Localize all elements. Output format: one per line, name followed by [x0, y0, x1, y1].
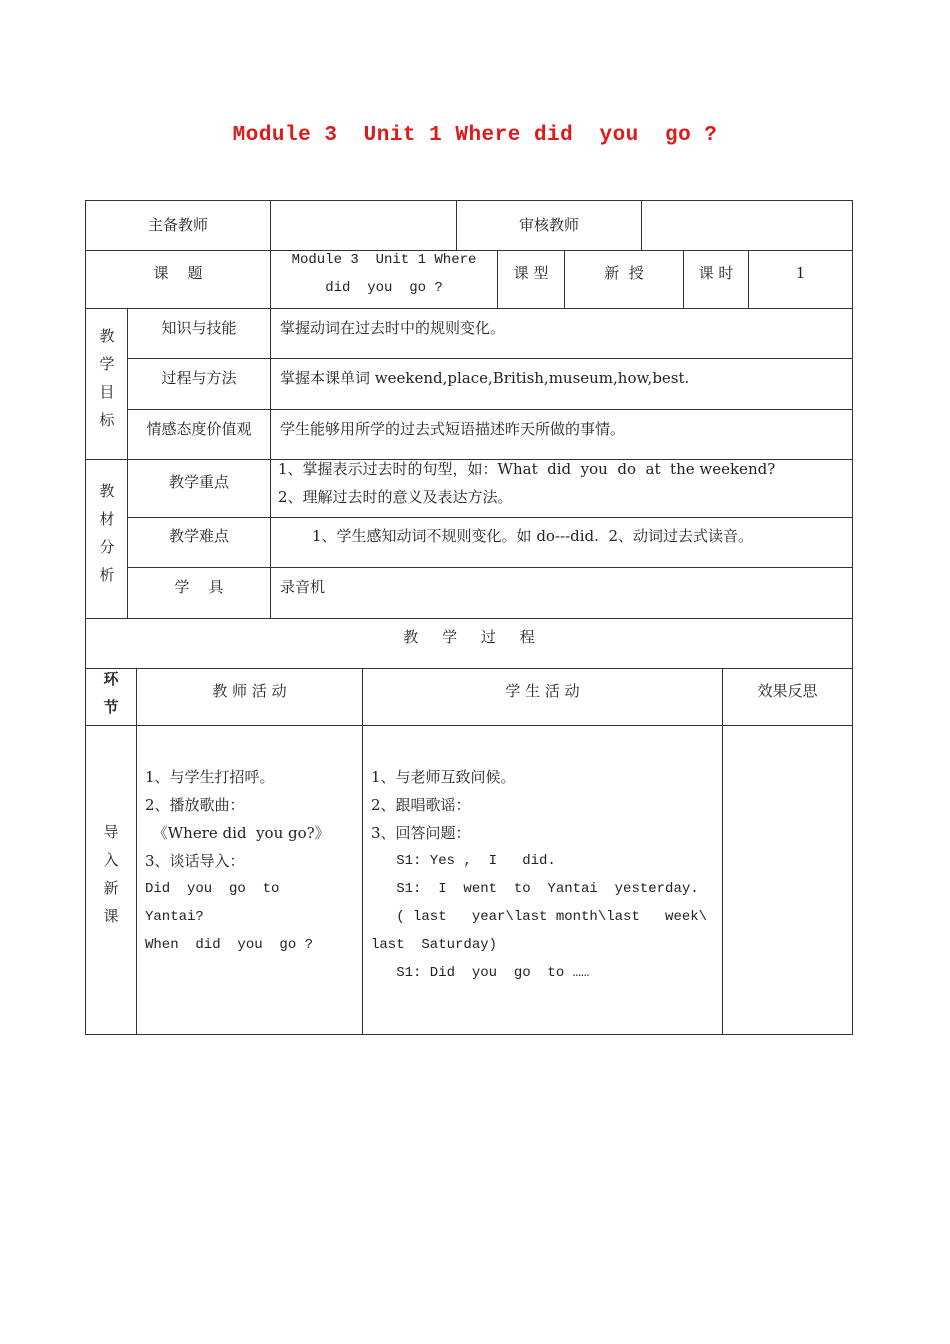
objective-label-attitude: 情感态度价值观 — [146, 420, 252, 438]
teacher-line: When did you go ? — [145, 937, 314, 953]
objectives-group-label: 教 学 目 标 — [99, 327, 115, 429]
lesson-type-label: 课 型 — [513, 264, 549, 282]
tools-value: 录音机 — [280, 578, 326, 596]
teacher-activity-header: 教 师 活 动 — [212, 682, 287, 700]
reflection-header: 效果反思 — [757, 682, 818, 700]
stage-label: 导 入 新 课 — [103, 823, 119, 925]
student-line: S1: I went to Yantai yesterday. — [371, 881, 699, 897]
analysis-group-label: 教 材 分 析 — [99, 482, 115, 584]
student-line: S1: Yes , I did. — [371, 853, 556, 869]
teacher-line: Did you go to — [145, 881, 280, 897]
teacher-line: 3、谈话导入： — [145, 852, 245, 870]
objective-value-attitude: 学生能够用所学的过去式短语描述昨天所做的事情。 — [280, 420, 626, 438]
topic-label: 课 题 — [153, 264, 203, 282]
objective-value-knowledge: 掌握动词在过去时中的规则变化。 — [280, 319, 506, 337]
student-line: ( last year\last month\last week\ — [371, 909, 708, 925]
tools-label: 学 具 — [174, 578, 224, 596]
stage-column-header: 环 节 — [103, 670, 119, 716]
objective-value-process: 掌握本课单词 weekend,place,British,museum,how,best. — [280, 369, 690, 387]
objective-label-process: 过程与方法 — [161, 369, 237, 387]
lesson-hours-value: 1 — [795, 264, 806, 282]
topic-value-line1: Module 3 Unit 1 Where — [291, 252, 477, 268]
teacher-line: 2、播放歌曲： — [145, 796, 245, 814]
lesson-hours-label: 课 时 — [698, 264, 734, 282]
lesson-type-value: 新 授 — [604, 264, 644, 282]
process-heading: 教 学 过 程 — [403, 628, 535, 646]
difficulty-label: 教学难点 — [168, 527, 229, 545]
topic-value-line2: did you go ? — [325, 280, 443, 296]
student-line: S1: Did you go to …… — [371, 965, 590, 981]
objective-label-knowledge: 知识与技能 — [161, 319, 237, 337]
student-line: 2、跟唱歌谣： — [371, 796, 471, 814]
reviewer-label: 审核教师 — [518, 216, 579, 234]
teacher-line: 1、与学生打招呼。 — [145, 768, 275, 786]
teacher-line: Yantai? — [145, 909, 204, 925]
student-line: 3、回答问题： — [371, 824, 471, 842]
difficulty-value: 1、学生感知动词不规则变化。如 do---did. 2、动词过去式读音。 — [312, 527, 754, 545]
key-points-label: 教学重点 — [168, 473, 229, 491]
student-activity-header: 学 生 活 动 — [505, 682, 580, 700]
teacher-line: 《Where did you go?》 — [148, 824, 330, 842]
page-title: Module 3 Unit 1 Where did you go ? — [232, 124, 718, 147]
student-line: 1、与老师互致问候。 — [371, 768, 516, 786]
student-line: last Saturday) — [371, 937, 498, 953]
key-points-line2: 2、理解过去时的意义及表达方法。 — [278, 488, 513, 506]
key-points-line1: 1、掌握表示过去时的句型，如：What did you do at the weekend? — [278, 460, 776, 478]
lead-teacher-label: 主备教师 — [147, 216, 208, 234]
